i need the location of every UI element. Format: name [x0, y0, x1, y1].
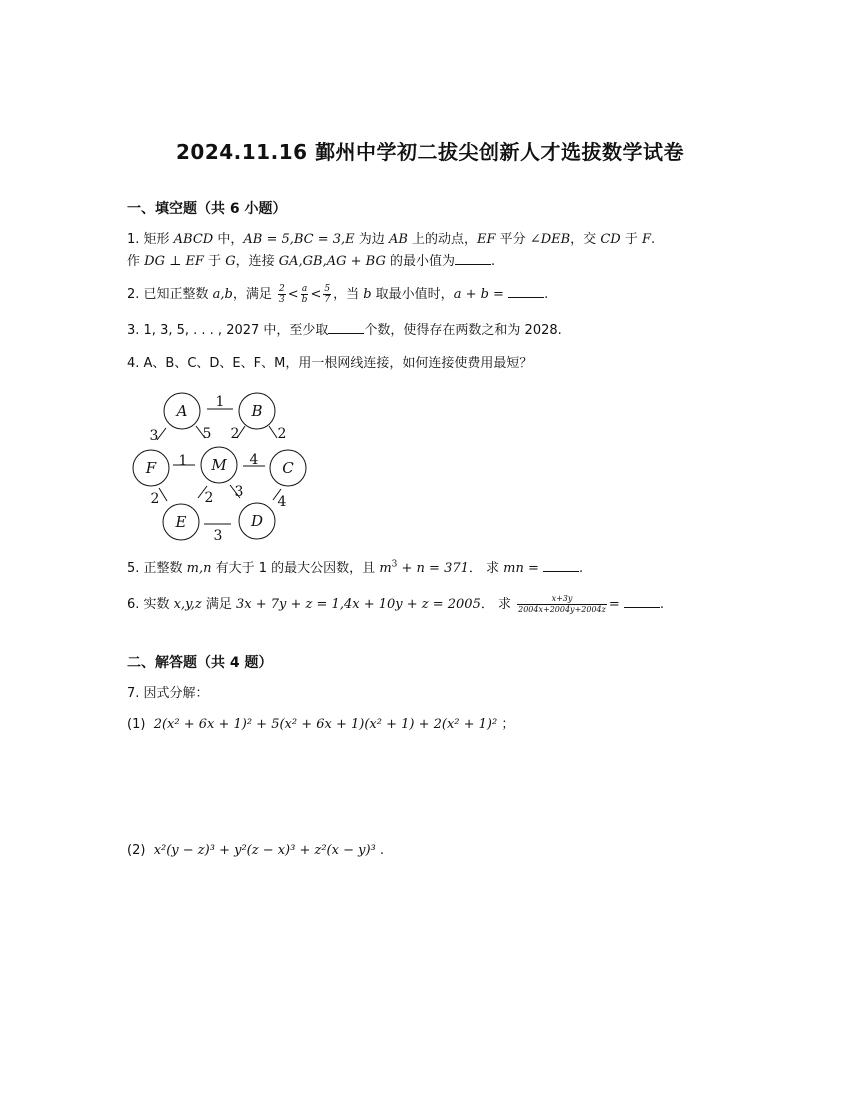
weight-ed: 3 — [213, 528, 223, 544]
text: 2. 已知正整数 — [127, 287, 213, 302]
page-title: 2024.11.16 鄞州中学初二拔尖创新人才选拔数学试卷 — [176, 140, 684, 164]
weight-md: 3 — [234, 484, 244, 500]
math: x,y,z — [173, 597, 202, 612]
text: ． 求 — [480, 597, 516, 612]
math: AB — [388, 232, 408, 247]
math: + n = 371 — [397, 561, 469, 576]
text: . — [659, 597, 665, 612]
answer-blank[interactable] — [328, 321, 364, 334]
edge-fe — [159, 488, 167, 501]
text: ． 求 — [468, 561, 504, 576]
question-5 — [127, 559, 583, 578]
text: 1. 矩形 — [127, 232, 174, 247]
math: ∠DEB — [529, 232, 571, 247]
text: 作 — [127, 254, 145, 269]
text: ； — [501, 717, 515, 732]
text: 满足 — [201, 597, 237, 612]
text: . — [379, 843, 385, 858]
text: 平分 — [495, 232, 530, 247]
text: 为边 — [354, 232, 389, 247]
denominator: 3 — [279, 295, 285, 305]
fraction — [517, 594, 607, 615]
edge-bc — [269, 426, 277, 438]
math: GA,GB,AG + BG — [278, 254, 386, 269]
math: CD — [600, 232, 621, 247]
question-7-part-1 — [127, 716, 514, 734]
exponent: 3 — [391, 559, 398, 570]
text: 于 — [203, 254, 226, 269]
part-label: (1) — [127, 717, 150, 732]
text: ，当 — [333, 287, 364, 302]
denominator: b — [301, 295, 308, 305]
text: 的最小值为 — [385, 254, 455, 269]
question-4: 4. A、B、C、D、E、F、M，用一根网线连接，如何连接使费用最短？ — [127, 356, 533, 371]
fraction — [301, 284, 309, 305]
text: 个数，使得存在两数之和为 2028. — [364, 323, 562, 338]
question-7-part-2 — [127, 842, 384, 860]
section-heading-fill-in: 一、填空题（共 6 小题） — [127, 201, 287, 217]
text: . — [490, 254, 496, 269]
node-e-label: E — [175, 513, 187, 531]
text: 6. 实数 — [127, 597, 174, 612]
text: 有大于 1 的最大公因数，且 — [211, 561, 380, 576]
answer-blank[interactable] — [508, 285, 544, 298]
question-1-line-2 — [127, 252, 495, 271]
text: ，连接 — [235, 254, 279, 269]
answer-blank[interactable] — [624, 595, 660, 608]
node-c-label: C — [282, 459, 294, 477]
text: . — [544, 287, 549, 302]
equals: = — [608, 597, 620, 612]
denominator: 7 — [324, 295, 331, 305]
weight-ab: 1 — [215, 394, 225, 410]
math: m — [379, 561, 392, 576]
weight-fe: 2 — [150, 491, 160, 507]
question-1-line-1 — [127, 231, 655, 249]
math: ABCD — [173, 232, 214, 247]
math: b — [363, 287, 372, 302]
text: 于 — [620, 232, 642, 247]
math: m,n — [186, 561, 212, 576]
question-3 — [127, 321, 562, 340]
numerator: 2 — [279, 284, 285, 294]
weight-bc: 2 — [277, 426, 287, 442]
text: 5. 正整数 — [127, 561, 187, 576]
text: ，交 — [570, 232, 601, 247]
question-6 — [127, 594, 664, 615]
weight-fm: 1 — [178, 453, 188, 469]
math: mn = — [503, 561, 539, 576]
node-b-label: B — [251, 402, 263, 420]
numerator: 5 — [324, 284, 331, 294]
weight-cd: 4 — [277, 494, 287, 510]
network-graph — [127, 385, 317, 545]
math: a,b — [212, 287, 233, 302]
text: 取最小值时， — [371, 287, 454, 302]
weight-mc: 4 — [249, 452, 259, 468]
math: G — [225, 254, 236, 269]
weight-am: 5 — [202, 426, 212, 442]
fraction — [278, 284, 286, 305]
weight-me: 2 — [204, 490, 214, 506]
math: 3x + 7y + z = 1,4x + 10y + z = 2005 — [236, 597, 481, 612]
text: 3. 1, 3, 5, . . . , 2027 中，至少取 — [127, 323, 329, 338]
text: ，满足 — [232, 287, 277, 302]
math: x²(y − z)³ + y²(z − x)³ + z²(x − y)³ — [153, 843, 376, 858]
math: 2(x² + 6x + 1)² + 5(x² + 6x + 1)(x² + 1) + 2(x² + 1)² — [153, 717, 498, 732]
math: DG ⊥ EF — [144, 254, 204, 269]
node-d-label: D — [250, 512, 264, 530]
section-heading-solve: 二、解答题（共 4 题） — [127, 655, 273, 671]
math: F — [641, 232, 651, 247]
text: 中， — [213, 232, 244, 247]
node-m-label: M — [211, 456, 227, 474]
text: 上的动点， — [407, 232, 478, 247]
answer-blank[interactable] — [543, 559, 579, 572]
question-2 — [127, 284, 548, 305]
text: . — [579, 561, 584, 576]
denominator: 2004x+2004y+2004z — [518, 605, 606, 614]
part-label: (2) — [127, 843, 150, 858]
node-a-label: A — [176, 402, 188, 420]
math: AB = 5,BC = 3,E — [243, 232, 355, 247]
fraction — [323, 284, 331, 305]
math: EF — [477, 232, 496, 247]
text: . — [650, 232, 656, 247]
less-than: < — [287, 287, 299, 302]
less-than: < — [310, 287, 322, 302]
weight-bm: 2 — [230, 426, 240, 442]
numerator: a — [301, 284, 308, 294]
node-f-label: F — [145, 459, 157, 477]
answer-blank[interactable] — [455, 252, 491, 265]
math: a + b = — [453, 287, 504, 302]
numerator: x+3y — [517, 594, 607, 605]
question-7-title: 7. 因式分解： — [127, 686, 209, 701]
weight-af: 3 — [149, 428, 159, 444]
